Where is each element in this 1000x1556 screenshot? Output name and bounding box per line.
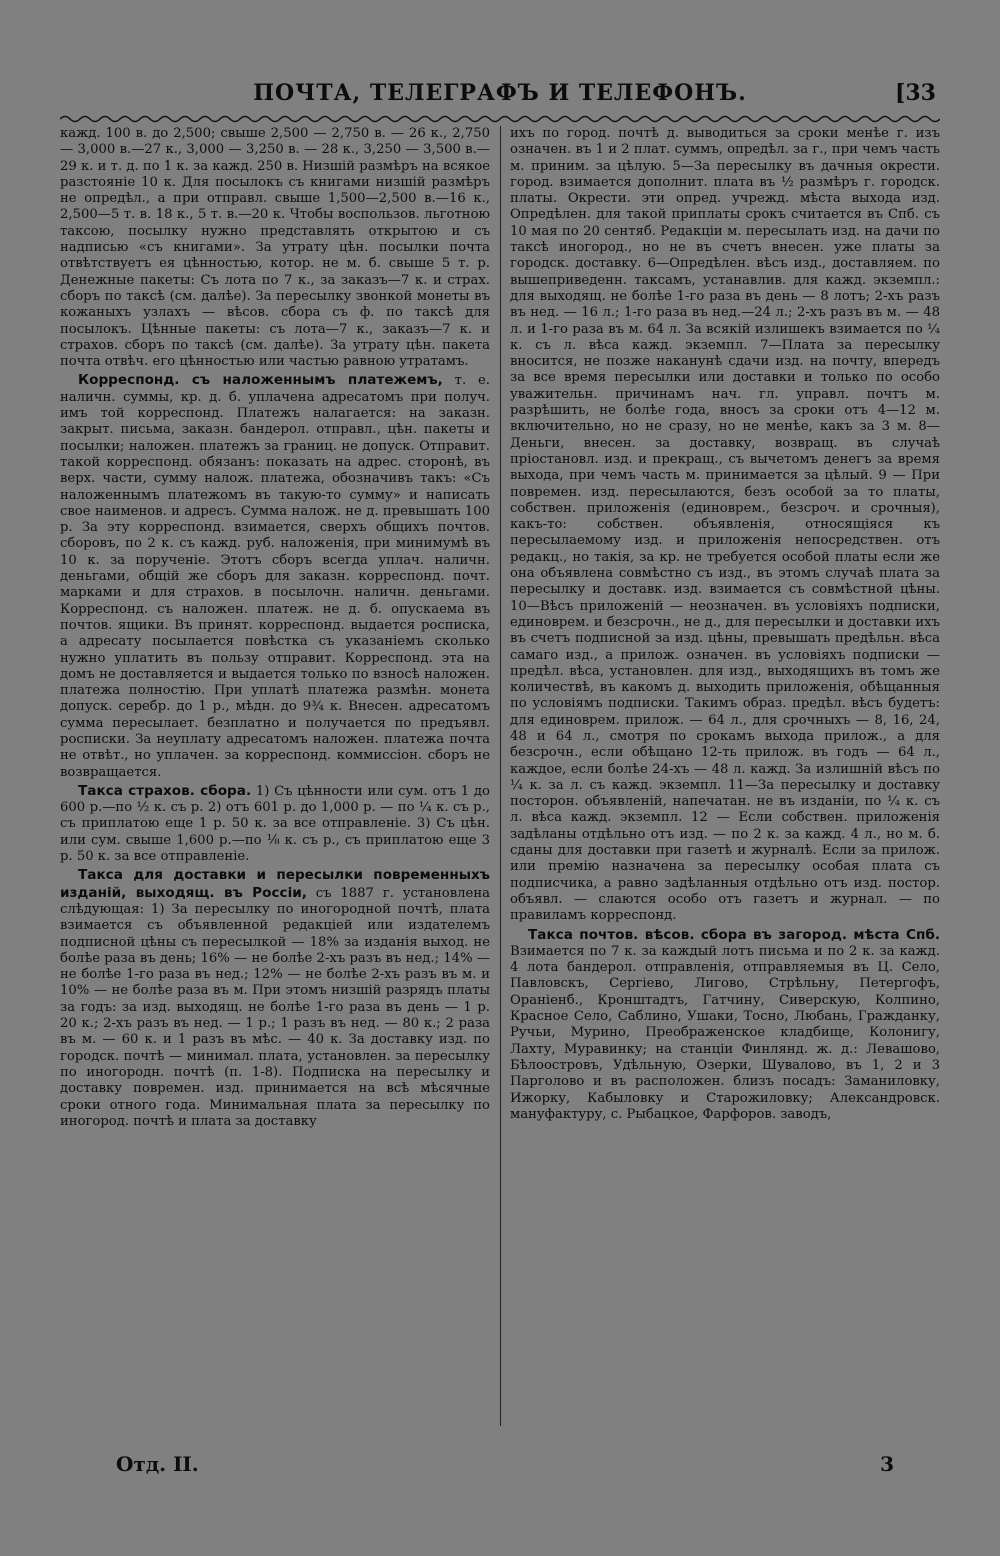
page-header [60,70,940,114]
page-title: ПОЧТА, ТЕЛЕГРАФЪ И ТЕЛЕФОНЪ. [253,80,747,106]
section-heading: Такса страхов. сбора. [78,782,252,799]
section-heading: Такса почтов. вѣсов. сбора въ загород. мѣста Спб. [528,926,940,943]
paragraph-text: т. е. наличн. суммы, кр. д. б. уплачена адресатомъ при получ. имъ той корреспонд. Платежъ налагается: на заказн. закрыт. письма, заказн. бандерол. отправл., цѣн. пакеты и посылки; наложен. платежъ за границ. не допуск. Отправит. такой корреспонд. обязанъ: показать на адрес. сторонѣ, въ верх. части, сумму налож. платежа, обозначивъ такъ: «Съ наложеннымъ платежомъ въ такую-то сумму» и написать свое наименов. и адресъ. Сумма налож. не д. превышать 100 р. За эту корреспонд. взимается, сверхъ общихъ почтов. сборовъ, по 2 к. съ кажд. руб. наложенія, при минимумѣ въ 10 к. за порученіе. Этотъ сборъ всегда уплач. наличн. деньгами, общій же сборъ для заказн. корреспонд. почт. марками и для страхов. в посылочн. наличн. деньгами. Корреспонд. съ наложен. платеж. не д. б. опускаема въ почтов. ящики. Въ принят. корреспонд. выдается росписка, а адресату посылается повѣстка съ указаніемъ сколько нужно уплатить въ пользу отправит. Корреспонд. эта на домъ не доставляется и выдается только по взносѣ наложен. платежа полностію. При уплатѣ платежа размѣн. монета допуск. серебр. до 1 р., мѣдн. до 9¾ к. Внесен. адресатомъ сумма пересылает. безплатно и получается по предъявл. росписки. За неуплату адресатомъ наложен. платежа почта не отвѣт., но уплачен. за корреспонд. коммиссіон. сборъ не возвращается. [60,373,490,780]
paragraph-text: 1) Съ цѣнности или сум. отъ 1 до 600 р.—по ½ к. съ р. 2) отъ 601 р. до 1,000 р. — по ¼ к. съ р., съ приплатою еще 1 р. 50 к. за все отправленіе. 3) Съ цѣн. или сум. свыше 1,600 р.—по ⅛ к. съ р., съ приплатою еще 3 р. 50 к. за все отправленіе. [60,783,490,865]
paragraph [510,126,940,925]
paragraph-text: Взимается по 7 к. за каждый лотъ письма и по 2 к. за кажд. 4 лота бандерол. отправленія, отправляемыя въ Ц. Село, Павловскъ, Сергіево, Лигово, Стрѣльну, Петергофъ, Ораніенб., Кронштадтъ, Гатчину, Сиверскую, Колпино, Красное Село, Саблино, Ушаки, Тосно, Любань, Гражданку, Ручьи, Мурино, Преображенское кладбище, Колонигу, Лахту, Муравинку; на станціи Финлянд. ж. д.: Левашово, Бѣлоостровъ, Удѣльную, Озерки, Шувалово, въ 1, 2 и 3 Парголово и въ расположен. близъ посадъ: Заманиловку, Ижорку, Кабыловку и Старожиловку; Александровск. мануфактуру, с. Рыбацкое, Фарфоров. заводъ, [510,943,940,1122]
paragraph [60,126,490,370]
sheet-number: 3 [880,1452,894,1476]
right-column [510,126,940,1436]
page-footer [60,1452,940,1484]
left-column [60,126,490,1436]
paragraph-text: съ 1887 г. установлена слѣдующая: 1) За пересылку по иногородной почтѣ, плата взимается съ объявленной редакціей или издателемъ подписной цѣны съ пересылкой — 18% за изданія выход. не болѣе раза въ день; 16% — не болѣе 2-хъ разъ въ нед.; 14% — не болѣе 1-го раза въ нед.; 12% — не болѣе 2-хъ разъ въ м. и 10% — не болѣе раза въ м. При этомъ низшій разрядъ платы за годъ: за изд. выходящ. не болѣе 1-го раза въ день — 1 р. 20 к.; 2-хъ разъ въ нед. — 1 р.; 1 разъ въ нед. — 80 к.; 2 раза въ м. — 60 к. и 1 разъ въ мѣс. — 40 к. За доставку изд. по городск. почтѣ — минимал. плата, установлен. за пересылку по иногородн. почтѣ (п. 1-8). Подписка на пересылку и доставку повремен. изд. принимается на всѣ мѣсячные сроки отного года. Минимальная плата за пересылку по иногород. почтѣ и плата за доставку [60,885,490,1129]
paragraph [510,927,940,1124]
paragraph-text: ихъ по город. почтѣ д. выводиться за сроки менѣе г. изъ означен. въ 1 и 2 плат. суммъ, опредѣл. за г., при чемъ часть м. приним. за цѣлую. 5—За пересылку въ дачныя окрести. город. взимается дополнит. плата въ ½ размѣръ г. городск. платы. Окрести. эти опред. учрежд. мѣста выхода изд. Опредѣлен. для такой приплаты срокъ считается въ Спб. съ 10 мая по 20 сентяб. Редакціи м. пересылать изд. на дачи по таксѣ иногород., но не въ счетъ внесен. уже платы за городск. доставку. 6—Опредѣлен. вѣсъ изд., доставляем. по вышеприведенн. таксамъ, устанавлив. для кажд. экземпл.: для выходящ. не болѣе 1-го раза въ день — 8 лотъ; 2-хъ разъ въ нед. — 16 л.; 1-го раза въ нед.—24 л.; 2-хъ разъ въ м. — 48 л. и 1-го раза въ м. 64 л. За всякій излишекъ взимается по ¼ к. съ л. вѣса кажд. экземпл. 7—Плата за пересылку вносится, не позже наканунѣ сдачи изд. на почту, впередъ за все время пересылки или доставки и только по особо уважительн. причинамъ нач. гл. управл. почтъ м. разрѣшить, не болѣе года, вносъ за сроки отъ 4—12 м. включительно, но не сразу, но не менѣе, какъ за 3 м. 8—Деньги, внесен. за доставку, возвращ. въ случаѣ пріостановл. изд. и прекращ., съ вычетомъ денегъ за время выхода, при чемъ часть м. принимается за цѣлый. 9 — При повремен. изд. пересылаются, безъ особой за то платы, собствен. приложенія (единоврем., безсроч. и срочныя), какъ-то: собствен. объявленія, относящіяся къ пересылаемому изд. и приложенія непосредствен. отъ редакц., но такія, за кр. не требуется особой платы если же она объявлена совмѣстно съ изд., въ этомъ случаѣ плата за пересылку и доставк. изд. взимается съ совмѣстной цѣны. 10—Вѣсъ приложеній — неозначен. въ условіяхъ подписки, единоврем. и безсрочн., не д., для пересылки и доставки ихъ въ счетъ подписной за изд. цѣны, превышать предѣльн. вѣса самаго изд., а прилож. означен. въ условіяхъ подписки — предѣл. вѣса, установлен. для изд., выходящихъ въ томъ же количествѣ, въ какомъ д. выходить приложенія, обѣщанныя по условіямъ подписки. Такимъ образ. предѣл. вѣсъ будетъ: для единоврем. прилож. — 64 л., для срочныхъ — 8, 16, 24, 48 и 64 л., смотря по срокамъ выхода прилож., а для безсрочн., если обѣщано 12-ть прилож. въ годъ — 64 л., каждое, если болѣе 24-хъ — 48 л. кажд. За излишній вѣсъ по ¼ к. за л. съ кажд. экземпл. 11—За пересылку и доставку посторон. объявленій, напечатан. не въ изданіи, по ¼ к. съ л. вѣса кажд. экземпл. 12 — Если собствен. приложенія задѣланы отдѣльно отъ изд. — по 2 к. за кажд. 4 л., но м. б. сданы для доставки при газетѣ и журналѣ. Если за прилож. или премію назначена за пересылку особая плата съ подписчика, а равно задѣланныя отдѣльно отъ изд. постор. объявл. — слаются особо отъ газетъ и журнал. — по правиламъ корреспонд. [510,126,940,924]
header-divider [60,114,940,124]
page-number: [33 [894,80,936,106]
paragraph [60,372,490,780]
paragraph [60,867,490,1130]
column-divider [500,126,501,1426]
paragraph [60,783,490,865]
section-label: Отд. II. [116,1452,199,1476]
section-heading: Такса для доставки и пересылки повременныхъ изданій, выходящ. въ Россіи, [60,867,490,901]
paragraph-text: кажд. 100 в. до 2,500; свыше 2,500 — 2,750 в. — 26 к., 2,750 — 3,000 в.—27 к., 3,000 — 3,250 в. — 28 к., 3,250 — 3,500 в.—29 к. и т. д. по 1 к. за кажд. 250 в. Низшій размѣръ на всякое разстояніе 10 к. Для посылокъ съ книгами низшій размѣръ не опредѣл., а при отправл. свыше 1,500—2,500 в.—16 к., 2,500—5 т. в. 18 к., 5 т. в.—20 к. Чтобы воспользов. льготною таксою, посылку нужно представлять открытою и съ надписью «съ книгами». За утрату цѣн. посылки почта отвѣтствуетъ ея цѣнностью, котор. не м. б. свыше 5 т. р. Денежные пакеты: Съ лота по 7 к., за заказъ—7 к. и страх. сборъ по таксѣ (см. далѣе). За пересылку звонкой монеты въ кожаныхъ узлахъ — вѣсов. сбора съ ф. по таксѣ для посылокъ. Цѣнные пакеты: съ лота—7 к., заказъ—7 к. и страхов. сборъ по таксѣ (см. далѣе). За утрату цѣн. пакета почта отвѣч. его цѣнностью или частью равною утратамъ. [60,126,490,370]
text-columns [60,126,940,1436]
section-heading: Корреспонд. съ наложеннымъ платежемъ, [78,372,443,389]
